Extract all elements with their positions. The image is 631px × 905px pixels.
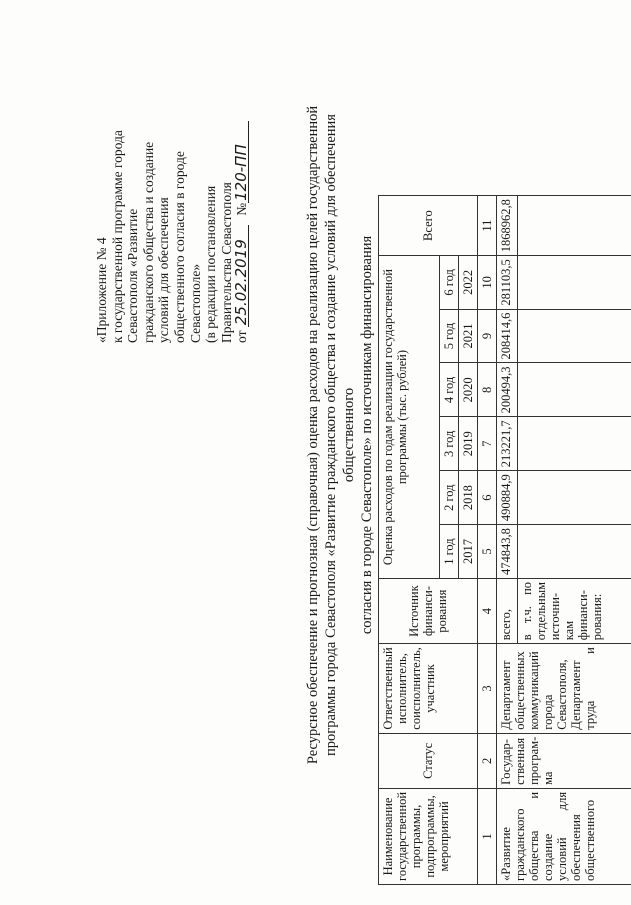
year-value: 2017 [459,525,478,579]
row-executor: Департамент общественных коммуникаций города Севастополя, Департамент труда и [497,644,631,734]
year-value: 2021 [459,309,478,363]
year-label: 5 год [440,309,459,363]
column-number: 2 [478,733,497,788]
value-2022: 281103,5 [497,256,518,309]
table-row [497,196,518,885]
header-source: Источник финанси-рования [379,578,478,643]
financing-table [378,195,631,885]
column-number: 9 [478,309,497,363]
year-value: 2018 [459,471,478,525]
column-number: 5 [478,525,497,579]
appendix-line: Севастополя «Развитие [125,208,141,343]
value-2018: 490884,9 [497,471,518,525]
appendix-line: Правительства Севастополя [218,182,234,343]
handwritten-date: 25.02.2019 [234,225,249,327]
column-number: 8 [478,363,497,417]
source-detail: в т.ч. по отдельным источни-кам финанси-рования: [518,578,631,643]
header-executor: Ответственный исполнитель, соисполнитель, участник [379,644,478,734]
column-number: 6 [478,471,497,525]
year-label: 3 год [440,417,459,471]
row-status: Государ-ственная програм-ма [497,733,631,788]
value-total: 1868962,8 [497,196,518,256]
year-label: 6 год [440,256,459,309]
year-label: 2 год [440,471,459,525]
title-line: согласия в городе Севастополе» по источникам финансирования [359,235,375,635]
appendix-line: общественного согласия в городе [171,151,187,343]
appendix-line: к государственной программе города [109,130,125,343]
header-row [379,196,440,885]
appendix-line: (в редакции постановления [203,185,219,343]
year-value: 2019 [459,417,478,471]
year-label: 4 год [440,363,459,417]
source-total: всего, [497,578,518,643]
column-number: 1 [478,788,497,884]
appendix-line: условий для обеспечения [156,197,172,343]
number-prefix: № [234,202,250,216]
resolution-date-line [234,23,250,343]
appendix-block [94,23,250,343]
handwritten-number: 120-ПП [234,121,249,203]
header-name: Наименование государственной программы, подпрограммы, мероприятий [379,788,478,884]
year-label: 1 год [440,525,459,579]
value-2021: 208414,6 [497,309,518,363]
title-line: программы города Севастополя «Развитие гражданского общества и создание условий для обеспечения общественного [323,114,357,756]
document-title [304,85,376,785]
appendix-line: «Приложение № 4 [94,237,109,343]
empty-cell [518,309,631,363]
empty-cell [518,525,631,579]
empty-cell [518,256,631,309]
value-2017: 474843,8 [497,525,518,579]
column-number: 7 [478,417,497,471]
empty-cell [518,363,631,417]
header-estimate: Оценка расходов по годам реализации государственной программы (тыс. рублей) [379,256,440,579]
empty-cell [518,196,631,256]
column-number: 10 [478,256,497,309]
row-name: «Развитие гражданского общества и создание условий для обеспечения общественного [497,788,631,884]
title-line: Ресурсное обеспечение и прогнозная (справочная) оценка расходов на реализацию целей государственной [305,105,321,765]
header-status: Статус [379,733,478,788]
column-number: 3 [478,644,497,734]
column-number-row [478,196,497,885]
appendix-line: Севастополе» [187,263,203,343]
year-value: 2020 [459,363,478,417]
appendix-line: гражданского общества и создание [140,141,156,343]
empty-cell [518,417,631,471]
date-prefix: от [234,330,250,343]
year-value: 2022 [459,256,478,309]
column-number: 4 [478,578,497,643]
value-2020: 200494,3 [497,363,518,417]
empty-cell [518,471,631,525]
column-number: 11 [478,196,497,256]
header-total: Всего [379,196,478,256]
value-2019: 213221,7 [497,417,518,471]
